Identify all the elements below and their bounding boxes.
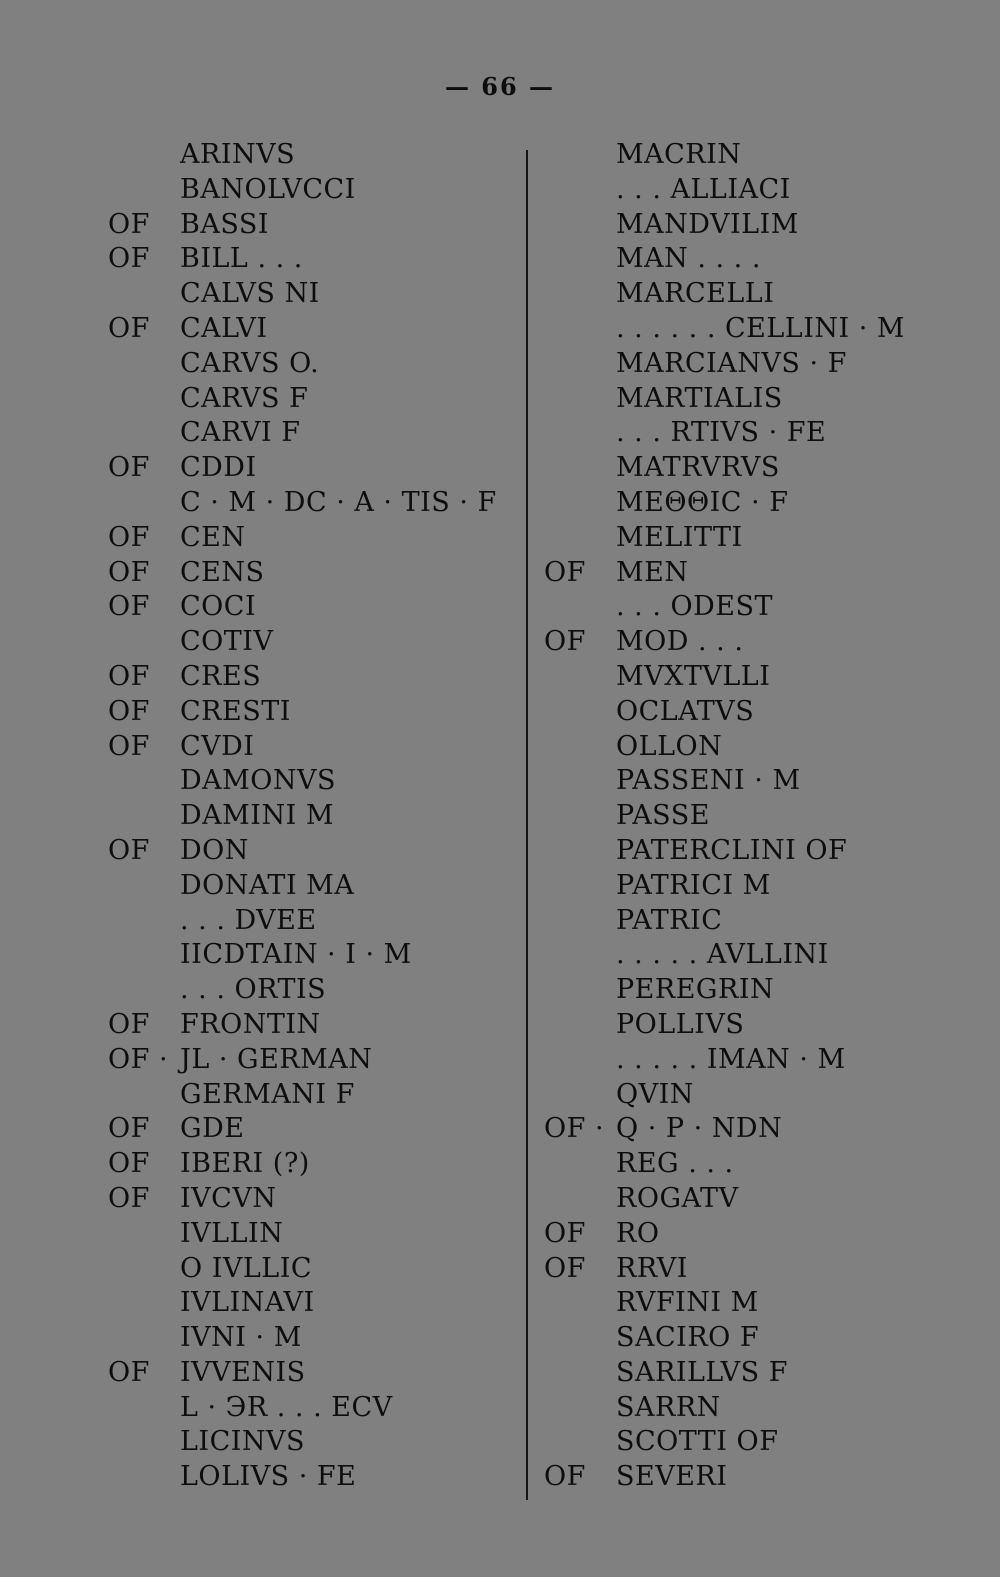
entry-name: MELITTI	[616, 521, 743, 553]
stamp-entry	[544, 1321, 984, 1356]
stamp-entry	[108, 1286, 518, 1321]
entry-prefix: OF	[108, 556, 150, 588]
stamp-entry	[544, 730, 984, 765]
entry-prefix: OF	[108, 1182, 150, 1214]
stamp-entry	[544, 904, 984, 939]
entry-name: . . . RTIVS · FE	[616, 417, 827, 449]
stamp-entry	[544, 625, 984, 660]
stamp-entry	[544, 416, 984, 451]
stamp-entry	[544, 1391, 984, 1426]
entry-name: MACRIN	[616, 139, 742, 170]
entry-name: MANDVILIM	[616, 208, 799, 240]
column-divider	[526, 150, 528, 1500]
stamp-entry	[544, 486, 984, 521]
entry-prefix: OF	[108, 730, 150, 762]
entry-name: IBERI (?)	[180, 1148, 310, 1180]
entry-name: . . . ODEST	[616, 591, 773, 623]
entry-name: FRONTIN	[180, 1008, 321, 1040]
stamp-entry	[108, 1008, 518, 1043]
stamp-entry	[544, 451, 984, 486]
entry-prefix: OF	[108, 452, 150, 484]
entry-prefix: OF	[108, 660, 150, 692]
entry-name: MAN . . . .	[616, 243, 761, 275]
stamp-entry	[108, 277, 518, 312]
entry-name: COCI	[180, 591, 257, 623]
stamp-entry	[108, 1043, 518, 1078]
stamp-entry	[108, 1182, 518, 1217]
entry-name: DAMONVS	[180, 765, 337, 797]
entry-prefix: OF	[108, 591, 150, 623]
entry-name: . . . DVEE	[180, 904, 317, 936]
entry-name: CALVS NI	[180, 278, 320, 310]
stamp-entry	[108, 1217, 518, 1252]
entry-name: DONATI MA	[180, 869, 355, 901]
stamp-entry	[108, 695, 518, 730]
entry-name: SACIRO F	[616, 1322, 760, 1354]
stamp-entry	[544, 173, 984, 208]
stamp-entry	[108, 1460, 518, 1495]
entry-prefix: OF	[108, 1113, 150, 1145]
entry-prefix: OF	[108, 208, 150, 240]
entry-name: BASSI	[180, 208, 270, 240]
stamp-entry	[544, 277, 984, 312]
entry-name: MVXTVLLI	[616, 660, 771, 692]
stamp-entry	[108, 1356, 518, 1391]
stamp-entry	[108, 1425, 518, 1460]
entry-name: O IVLLIC	[180, 1252, 313, 1284]
entry-name: MARTIALIS	[616, 382, 783, 414]
stamp-entry	[544, 521, 984, 556]
stamp-entry	[108, 138, 518, 173]
entry-name: CEN	[180, 521, 246, 553]
stamp-entry	[108, 173, 518, 208]
stamp-entry	[108, 799, 518, 834]
stamp-entry	[544, 1286, 984, 1321]
entry-prefix: OF	[108, 243, 150, 275]
stamp-entry	[544, 764, 984, 799]
entry-name: MATRVRVS	[616, 452, 780, 484]
entry-name: SARILLVS F	[616, 1356, 788, 1388]
entry-name: RVFINI M	[616, 1287, 759, 1319]
entry-name: IVCVN	[180, 1182, 277, 1214]
entry-prefix: OF	[544, 1217, 586, 1249]
entry-name: DON	[180, 834, 249, 866]
entry-name: . . . ORTIS	[180, 974, 327, 1006]
entry-name: L · ЭR . . . ECV	[180, 1391, 393, 1423]
stamp-entry	[544, 1425, 984, 1460]
stamp-entry	[544, 242, 984, 277]
entry-name: RO	[616, 1217, 660, 1249]
stamp-entry	[108, 590, 518, 625]
entry-name: POLLIVS	[616, 1008, 745, 1040]
entry-prefix: OF	[544, 1252, 586, 1284]
stamp-entry	[544, 695, 984, 730]
stamp-entry	[108, 451, 518, 486]
entry-name: LICINVS	[180, 1426, 306, 1458]
entry-name: CARVS F	[180, 382, 309, 414]
entry-name: MEN	[616, 556, 689, 588]
stamp-entry	[108, 1147, 518, 1182]
left-column	[108, 138, 518, 1495]
entry-name: . . . . . AVLLINI	[616, 939, 829, 971]
entry-prefix: OF ·	[544, 1113, 605, 1145]
stamp-entry	[108, 416, 518, 451]
stamp-entry	[108, 382, 518, 417]
stamp-entry	[544, 382, 984, 417]
entry-name: CRESTI	[180, 695, 291, 727]
stamp-entry	[108, 242, 518, 277]
entry-name: IICDTAIN · I · M	[180, 939, 412, 971]
stamp-entry	[108, 869, 518, 904]
right-column	[544, 138, 984, 1495]
entry-name: REG . . .	[616, 1148, 734, 1180]
stamp-entry	[108, 1078, 518, 1113]
entry-name: PASSE	[616, 800, 710, 832]
stamp-entry	[544, 1182, 984, 1217]
entry-name: LOLIVS · FE	[180, 1461, 357, 1493]
entry-name: SARRN	[616, 1391, 721, 1423]
entry-prefix: OF	[108, 521, 150, 553]
stamp-entry	[544, 1008, 984, 1043]
stamp-entry	[544, 660, 984, 695]
stamp-entry	[544, 869, 984, 904]
entry-name: CDDI	[180, 452, 257, 484]
entry-name: MARCELLI	[616, 278, 775, 310]
stamp-entry	[544, 1078, 984, 1113]
entry-name: BANOLVCCI	[180, 173, 356, 205]
stamp-entry	[108, 625, 518, 660]
entry-name: IVVENIS	[180, 1356, 306, 1388]
stamp-entry	[544, 1147, 984, 1182]
entry-prefix: OF	[108, 312, 150, 344]
stamp-entry	[544, 1252, 984, 1287]
entry-name: PATRIC	[616, 904, 723, 936]
entry-prefix: OF	[544, 1461, 586, 1493]
entry-prefix: OF	[544, 556, 586, 588]
entry-name: COTIV	[180, 626, 274, 658]
entry-name: OCLATVS	[616, 695, 755, 727]
stamp-entry	[544, 973, 984, 1008]
stamp-entry	[108, 973, 518, 1008]
entry-name: PEREGRIN	[616, 974, 775, 1006]
entry-name: GERMANI F	[180, 1078, 355, 1110]
entry-name: CARVS O.	[180, 347, 320, 379]
entry-prefix: OF	[108, 1008, 150, 1040]
entry-name: . . . ALLIACI	[616, 173, 791, 205]
stamp-entry	[544, 1460, 984, 1495]
entry-name: BILL . . .	[180, 243, 303, 275]
stamp-entry	[544, 938, 984, 973]
stamp-entry	[108, 938, 518, 973]
entry-name: PATERCLINI OF	[616, 834, 848, 866]
stamp-entry	[108, 1391, 518, 1426]
entry-name: MOD . . .	[616, 626, 744, 658]
stamp-entry	[108, 1321, 518, 1356]
entry-name: CRES	[180, 660, 262, 692]
stamp-entry	[108, 764, 518, 799]
stamp-entry	[544, 834, 984, 869]
entry-name: IVLINAVI	[180, 1287, 315, 1319]
entry-name: CENS	[180, 556, 265, 588]
stamp-entry	[108, 1112, 518, 1147]
stamp-entry	[544, 1043, 984, 1078]
entry-name: IVNI · M	[180, 1322, 302, 1354]
stamp-entry	[544, 1112, 984, 1147]
stamp-entry	[544, 590, 984, 625]
entry-name: ROGATV	[616, 1182, 739, 1214]
entry-name: MEΘΘIC · F	[616, 486, 789, 518]
entry-name: CALVI	[180, 312, 268, 344]
entry-name: PATRICI M	[616, 869, 771, 901]
stamp-entry	[544, 312, 984, 347]
stamp-entry	[108, 834, 518, 869]
stamp-entry	[544, 208, 984, 243]
entry-name: CVDI	[180, 730, 255, 762]
stamp-entry	[108, 312, 518, 347]
stamp-entry	[544, 556, 984, 591]
stamp-entry	[108, 347, 518, 382]
entry-name: . . . . . . CELLINI · M	[616, 312, 906, 344]
stamp-entry	[108, 904, 518, 939]
entry-name: JL · GERMAN	[180, 1043, 373, 1075]
entry-name: OLLON	[616, 730, 723, 762]
entry-name: IVLLIN	[180, 1217, 284, 1249]
entry-name: CARVI F	[180, 417, 301, 449]
stamp-entry	[108, 556, 518, 591]
entry-name: QVIN	[616, 1078, 694, 1110]
entry-name: RRVI	[616, 1252, 688, 1284]
stamp-entry	[544, 1356, 984, 1391]
stamp-entry	[108, 660, 518, 695]
stamp-entry	[108, 486, 518, 521]
entry-name: ARINVS	[180, 139, 296, 170]
entry-name: SCOTTI OF	[616, 1426, 779, 1458]
entry-prefix: OF	[108, 1148, 150, 1180]
stamp-entry	[108, 730, 518, 765]
stamp-entry	[544, 1217, 984, 1252]
entry-name: SEVERI	[616, 1461, 728, 1493]
entry-prefix: OF ·	[108, 1043, 169, 1075]
stamp-entry	[108, 208, 518, 243]
entry-name: Q · P · NDN	[616, 1113, 783, 1145]
stamp-entry	[544, 347, 984, 382]
page-number: — 66 —	[444, 72, 556, 101]
entry-prefix: OF	[108, 1356, 150, 1388]
stamp-entry	[544, 138, 984, 173]
entry-name: MARCIANVS · F	[616, 347, 847, 379]
entry-name: . . . . . IMAN · M	[616, 1043, 846, 1075]
entry-name: PASSENI · M	[616, 765, 801, 797]
entry-prefix: OF	[544, 626, 586, 658]
entry-name: GDE	[180, 1113, 245, 1145]
entry-prefix: OF	[108, 834, 150, 866]
stamp-entry	[108, 1252, 518, 1287]
entry-name: C · M · DC · A · TIS · F	[180, 486, 497, 518]
entry-name: DAMINI M	[180, 800, 334, 832]
entry-prefix: OF	[108, 695, 150, 727]
stamp-entry	[108, 521, 518, 556]
stamp-entry	[544, 799, 984, 834]
